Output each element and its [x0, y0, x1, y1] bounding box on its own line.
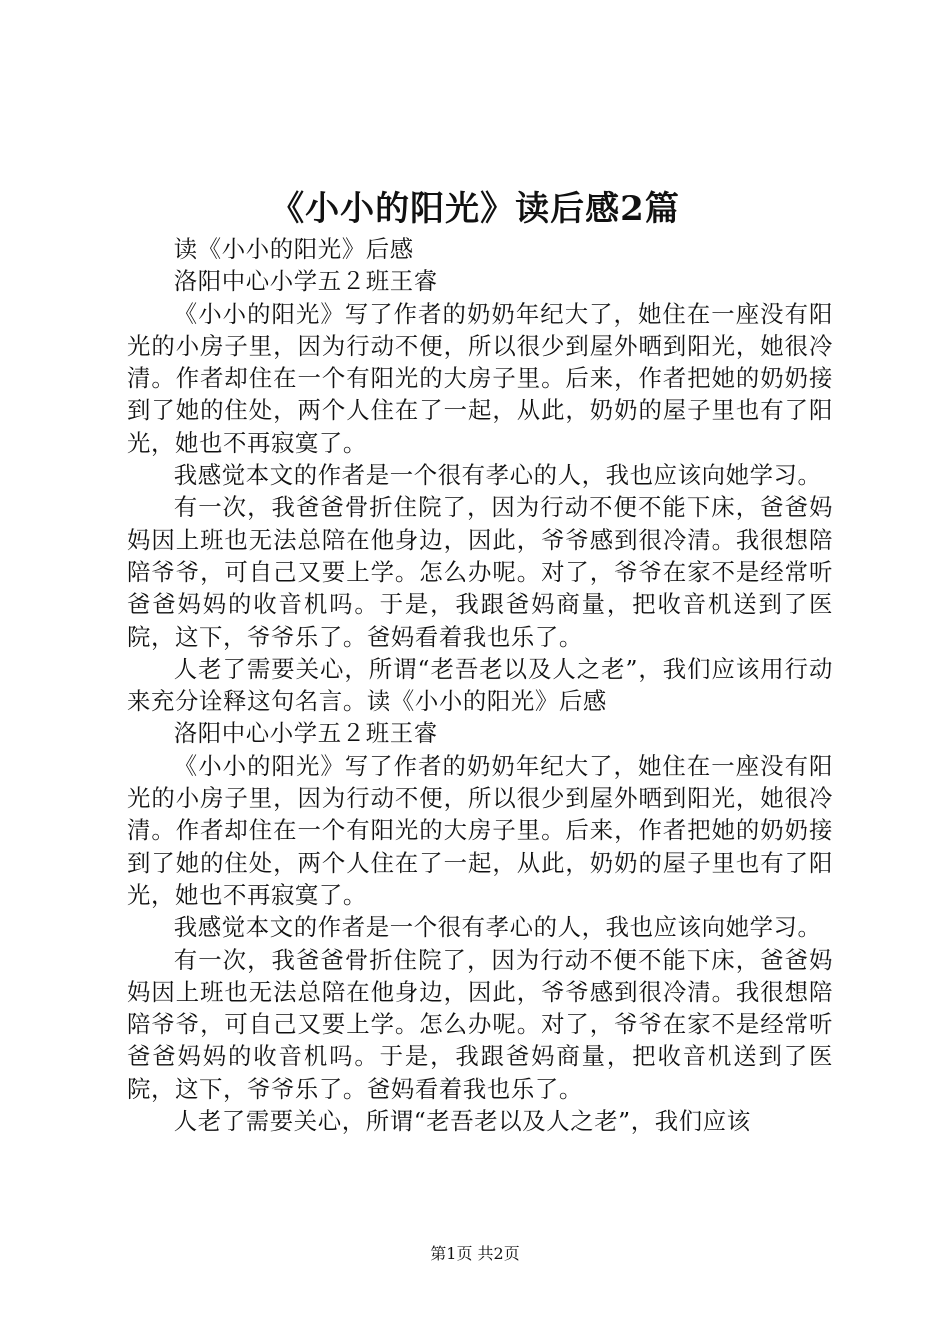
body-paragraph: 人老了需要关心，所谓“老吾老以及人之老”，我们应该用行动来充分诠释这句名言。读《小小的阳光》后感 [127, 654, 833, 716]
author-line: 洛阳中心小学五２班王睿 [173, 719, 438, 748]
body-paragraph: 《小小的阳光》写了作者的奶奶年纪大了，她住在一座没有阳光的小房子里，因为行动不便，所以很少到屋外晒到阳光，她很冷清。作者却住在一个有阳光的大房子里。后来，作者把她的奶奶接到了她的住处，两个人住在了一起，从此，奶奶的屋子里也有了阳光，她也不再寂寞了。 [127, 299, 833, 457]
author-line: 洛阳中心小学五２班王睿 [173, 267, 438, 296]
body-paragraph: 人老了需要关心，所谓“老吾老以及人之老”，我们应该 [173, 1107, 751, 1136]
document-body [127, 233, 833, 1137]
essay-heading: 读《小小的阳光》后感 [173, 235, 414, 263]
body-paragraph: 有一次，我爸爸骨折住院了，因为行动不便不能下床，爸爸妈妈因上班也无法总陪在他身边，因此，爷爷感到很冷清。我很想陪陪爷爷，可自己又要上学。怎么办呢。对了，爷爷在家不是经常听爸爸妈妈的收音机吗。于是，我跟爸妈商量，把收音机送到了医院，这下，爷爷乐了。爸妈看着我也乐了。 [127, 945, 833, 1103]
document-title: 《小小的阳光》读后感2篇 [270, 189, 680, 229]
page-number: 第1页 共2页 [430, 1244, 520, 1263]
body-paragraph: 有一次，我爸爸骨折住院了，因为行动不便不能下床，爸爸妈妈因上班也无法总陪在他身边，因此，爷爷感到很冷清。我很想陪陪爷爷，可自己又要上学。怎么办呢。对了，爷爷在家不是经常听爸爸妈妈的收音机吗。于是，我跟爸妈商量，把收音机送到了医院，这下，爷爷乐了。爸妈看着我也乐了。 [127, 493, 833, 651]
body-paragraph: 我感觉本文的作者是一个很有孝心的人，我也应该向她学习。 [173, 913, 822, 942]
body-paragraph: 《小小的阳光》写了作者的奶奶年纪大了，她住在一座没有阳光的小房子里，因为行动不便，所以很少到屋外晒到阳光，她很冷清。作者却住在一个有阳光的大房子里。后来，作者把她的奶奶接到了她的住处，两个人住在了一起，从此，奶奶的屋子里也有了阳光，她也不再寂寞了。 [127, 751, 833, 909]
body-paragraph: 我感觉本文的作者是一个很有孝心的人，我也应该向她学习。 [173, 461, 822, 490]
